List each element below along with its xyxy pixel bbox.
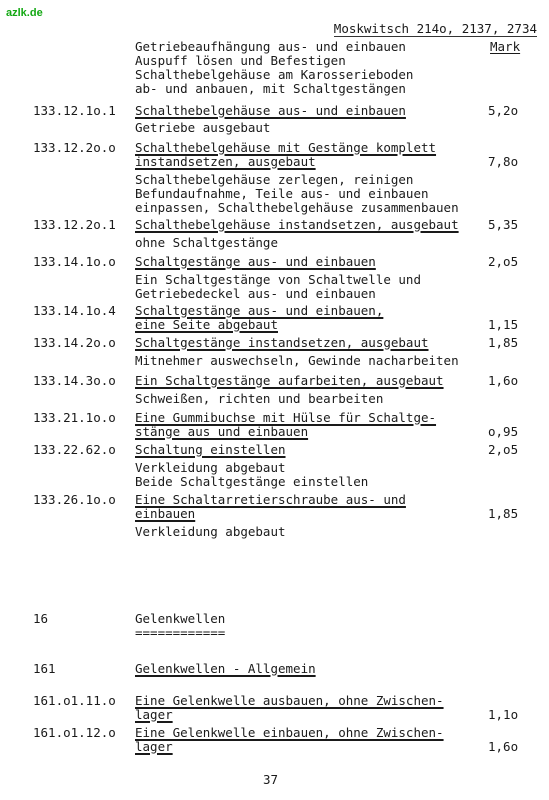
- operation-title: einbauen: [135, 506, 196, 521]
- operation-note: Schalthebelgehäuse zerlegen, reinigen: [135, 172, 414, 187]
- operation-entry: [135, 218, 459, 250]
- currency-label: Mark: [490, 39, 521, 54]
- operation-code: 133.14.2o.o: [33, 335, 116, 350]
- operation-code: 133.14.1o.4: [33, 303, 116, 318]
- operation-price: 2,o5: [488, 254, 519, 269]
- operation-price: o,95: [488, 424, 519, 439]
- operation-title: Schaltung einstellen: [135, 442, 286, 457]
- operation-price: 5,35: [488, 217, 519, 232]
- operation-entry: [135, 104, 406, 135]
- operation-title: Eine Schaltarretierschraube aus- und: [135, 492, 406, 507]
- operation-code: 133.12.2o.1: [33, 217, 116, 232]
- section-heading: [135, 612, 225, 640]
- operation-entry: [135, 493, 406, 539]
- operation-note: Ein Schaltgestänge von Schaltwelle und: [135, 272, 421, 287]
- operation-code: 133.26.1o.o: [33, 492, 116, 507]
- operation-note: Getriebedeckel aus- und einbauen: [135, 286, 376, 301]
- operation-price: 1,15: [488, 317, 519, 332]
- operation-code: 161.o1.11.o: [33, 693, 116, 708]
- watermark: azlk.de: [6, 7, 43, 19]
- operation-title: eine Seite abgebaut: [135, 317, 278, 332]
- operation-note: Befundaufnahme, Teile aus- und einbauen: [135, 186, 429, 201]
- intro-line: ab- und anbauen, mit Schaltgestängen: [135, 81, 406, 96]
- section-rule: ============: [135, 625, 226, 640]
- operation-entry: [135, 336, 459, 368]
- operation-entry: [135, 443, 368, 489]
- operation-title: stänge aus und einbauen: [135, 424, 309, 439]
- operation-title: lager: [135, 739, 173, 754]
- operation-price: 1,6o: [488, 739, 519, 754]
- operation-title: Schalthebelgehäuse instandsetzen, ausgebaut: [135, 217, 459, 232]
- operation-note: ohne Schaltgestänge: [135, 235, 278, 250]
- operation-entry: [135, 374, 444, 406]
- operation-title: Eine Gummibuchse mit Hülse für Schaltge-: [135, 410, 437, 425]
- operation-title: lager: [135, 707, 173, 722]
- operation-note: Beide Schaltgestänge einstellen: [135, 474, 369, 489]
- intro-text: [135, 40, 413, 96]
- operation-title: Eine Gelenkwelle einbauen, ohne Zwischen-: [135, 725, 444, 740]
- operation-code: 133.12.2o.o: [33, 140, 116, 155]
- operation-code: 133.14.3o.o: [33, 373, 116, 388]
- operation-title: Schalthebelgehäuse mit Gestänge komplett: [135, 140, 437, 155]
- operation-title: Ein Schaltgestänge aufarbeiten, ausgebaut: [135, 373, 444, 388]
- operation-code: 161.o1.12.o: [33, 725, 116, 740]
- operation-price: 1,1o: [488, 707, 519, 722]
- operation-title: Schalthebelgehäuse aus- und einbauen: [135, 103, 406, 118]
- operation-code: 133.22.62.o: [33, 442, 116, 457]
- operation-entry: [135, 304, 383, 332]
- operation-price: 1,85: [488, 335, 519, 350]
- operation-title: instandsetzen, ausgebaut: [135, 154, 316, 169]
- operation-price: 1,6o: [488, 373, 519, 388]
- intro-line: Schalthebelgehäuse am Karosserieboden: [135, 67, 414, 82]
- section-code: 16: [33, 611, 49, 626]
- operation-note: Verkleidung abgebaut: [135, 460, 286, 475]
- operation-note: einpassen, Schalthebelgehäuse zusammenbauen: [135, 200, 459, 215]
- operation-title: Schaltgestänge instandsetzen, ausgebaut: [135, 335, 429, 350]
- operation-code: 133.14.1o.o: [33, 254, 116, 269]
- operation-title: Schaltgestänge aus- und einbauen: [135, 254, 376, 269]
- operation-price: 5,2o: [488, 103, 519, 118]
- page-number: 37: [263, 772, 279, 787]
- operation-note: Schweißen, richten und bearbeiten: [135, 391, 384, 406]
- operation-title: Schaltgestänge aus- und einbauen,: [135, 303, 384, 318]
- operation-price: 2,o5: [488, 442, 519, 457]
- operation-note: Getriebe ausgebaut: [135, 120, 271, 135]
- operation-entry: [135, 694, 444, 722]
- operation-code: 133.12.1o.1: [33, 103, 116, 118]
- operation-note: Verkleidung abgebaut: [135, 524, 286, 539]
- operation-entry: [135, 255, 421, 301]
- section-title: Gelenkwellen - Allgemein: [135, 661, 316, 676]
- section-heading: [135, 662, 316, 676]
- section-code: 161: [33, 661, 56, 676]
- operation-note: Mitnehmer auswechseln, Gewinde nacharbeiten: [135, 353, 459, 368]
- operation-price: 7,8o: [488, 154, 519, 169]
- section-title: Gelenkwellen: [135, 611, 226, 626]
- operation-code: 133.21.1o.o: [33, 410, 116, 425]
- operation-entry: [135, 141, 459, 215]
- intro-line: Getriebeaufhängung aus- und einbauen: [135, 39, 406, 54]
- intro-line: Auspuff lösen und Befestigen: [135, 53, 346, 68]
- operation-entry: [135, 411, 436, 439]
- operation-entry: [135, 726, 444, 754]
- operation-price: 1,85: [488, 506, 519, 521]
- page-header-title: Moskwitsch 214o, 2137, 2734: [333, 21, 537, 36]
- operation-title: Eine Gelenkwelle ausbauen, ohne Zwischen-: [135, 693, 444, 708]
